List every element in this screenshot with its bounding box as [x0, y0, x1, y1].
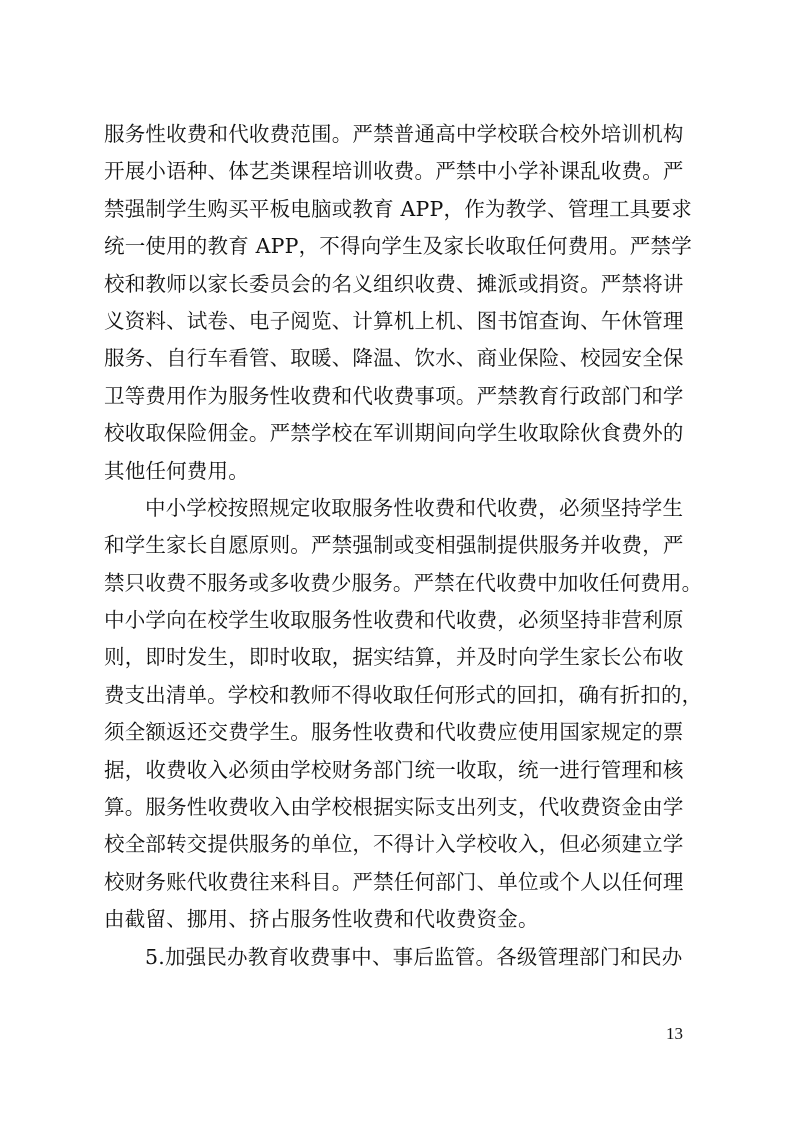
- text-line: 服务性收费和代收费范围。严禁普通高中学校联合校外培训机构: [104, 122, 684, 146]
- paragraph-3: [104, 939, 702, 976]
- text-line: 由截留、挪用、挤占服务性收费和代收费资金。: [104, 907, 539, 932]
- text-line: 须全额返还交费学生。服务性收费和代收费应使用国家规定的票: [104, 720, 684, 745]
- text-line: 中小学校按照规定收取服务性收费和代收费，必须坚持学生: [145, 495, 684, 520]
- text-line: 校收取保险佣金。严禁学校在军训期间向学生收取除伙食费外的: [104, 421, 684, 446]
- text-line: 义资料、试卷、电子阅览、计算机上机、图书馆查询、午休管理: [104, 308, 684, 333]
- text-line: 则，即时发生，即时收取，据实结算，并及时向学生家长公布收: [104, 645, 684, 670]
- paragraph-1: [104, 116, 702, 490]
- text-line: 算。服务性收费收入由学校根据实际支出列支，代收费资金由学: [104, 795, 684, 820]
- text-line: 禁只收费不服务或多收费少服务。严禁在代收费中加收任何费用。: [104, 570, 703, 595]
- text-line: 校全部转交提供服务的单位，不得计入学校收入，但必须建立学: [104, 832, 684, 857]
- text-line: 校和教师以家长委员会的名义组织收费、摊派或捐资。严禁将讲: [104, 271, 684, 296]
- text-line: 据，收费收入必须由学校财务部门统一收取，统一进行管理和核: [104, 757, 684, 782]
- text-line: 费支出清单。学校和教师不得收取任何形式的回扣，确有折扣的，: [104, 682, 703, 707]
- text-line: 卫等费用作为服务性收费和代收费事项。严禁教育行政部门和学: [104, 383, 684, 408]
- paragraph-2: [104, 490, 702, 939]
- text-line: 开展小语种、体艺类课程培训收费。严禁中小学补课乱收费。严: [104, 159, 684, 184]
- page-number: 13: [666, 1024, 683, 1043]
- text-line: 校财务账代收费往来科目。严禁任何部门、单位或个人以任何理: [104, 869, 684, 894]
- text-line: 和学生家长自愿原则。严禁强制或变相强制提供服务并收费，严: [104, 533, 684, 558]
- text-line: 服务、自行车看管、取暖、降温、饮水、商业保险、校园安全保: [104, 346, 684, 371]
- text-line: 其他任何费用。: [104, 458, 249, 483]
- text-line: 统一使用的教育 APP，不得向学生及家长收取任何费用。严禁学: [104, 234, 692, 259]
- text-line: 中小学向在校学生收取服务性收费和代收费，必须坚持非营利原: [104, 608, 684, 633]
- text-line: 禁强制学生购买平板电脑或教育 APP，作为教学、管理工具要求: [104, 196, 692, 221]
- body-text: [104, 116, 702, 976]
- text-line: 5.加强民办教育收费事中、事后监管。各级管理部门和民办: [145, 944, 683, 969]
